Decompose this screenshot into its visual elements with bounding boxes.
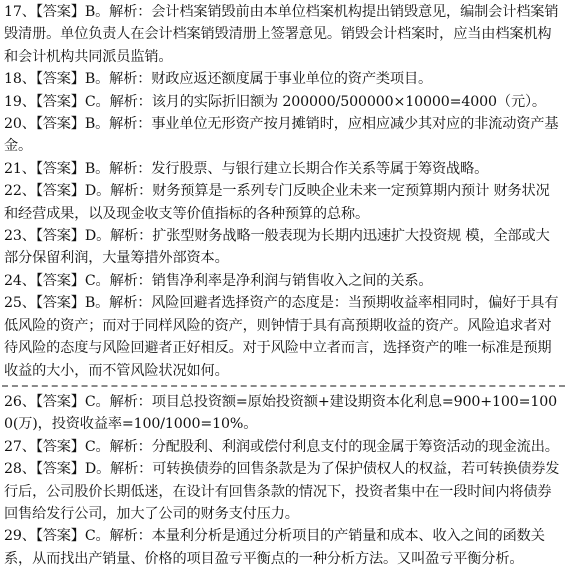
- answer-21: 21、【答案】B。解析：发行股票、与银行建立长期合作关系等属于筹资战略。: [4, 160, 489, 177]
- answer-26: 26、【答案】C。解析：项目总投资额=原始投资额+建设期资本化利息=900+100=1000(万)，投资收益率=100/1000=10%。: [4, 393, 557, 433]
- answer-24: 24、【答案】C。解析：销售净利率是净利润与销售收入之间的关系。: [4, 272, 433, 289]
- answer-22: 22、【答案】D。解析：财务预算是一系列专门反映企业未来一定预算期内预计 财务状况和经营成果，以及现金收支等价值指标的各种预算的总称。: [4, 183, 550, 222]
- answer-17: 17、【答案】B。解析：会计档案销毁前由本单位档案机构提出销毁意见，编制会计档案销毁清册。单位负责人在会计档案销毁清册上签署意见。销毁会计档案时，应当由档案机构和会计机构共同派员监销。: [4, 4, 559, 65]
- answer-28: 28、【答案】D。解析：可转换债券的回售条款是为了保护债权人的权益，若可转换债券发行后，公司股价长期低迷，在设计有回售条款的情况下，投资者集中在一段时间内将债券回售给发行公司，加大了公司的财务支付压力。: [4, 461, 560, 522]
- answer-23: 23、【答案】D。解析：扩张型财务战略一般表现为长期内迅速扩大投资规 模，全部或大部分保留利润，大量筹措外部资本。: [4, 228, 550, 267]
- answers-section-26-29: [0, 387, 567, 570]
- answer-27: 27、【答案】C。解析：分配股利、利润或偿付利息支付的现金属于筹资活动的现金流出。: [4, 438, 559, 455]
- answer-29: 29、【答案】C。解析：本量利分析是通过分析项目的产销量和成本、收入之间的函数关系，从而找出产销量、价格的项目盈亏平衡点的一种分析方法。又叫盈亏平衡分析。: [4, 528, 545, 567]
- answer-20: 20、【答案】B。解析：事业单位无形资产按月摊销时，应相应减少其对应的非流动资产基金。: [4, 116, 559, 155]
- answer-25: 25、【答案】B。解析：风险回避者选择资产的态度是：当预期收益率相同时，偏好于具有低风险的资产；而对于同样风险的资产，则钟情于具有高预期收益的资产。风险追求者对待风险的态度与风险回避者正好相反。对于风险中立者而言，选择资产的唯一标准是预期收益的大小，而不管风险状况如何。: [4, 295, 559, 379]
- answer-19: 19、【答案】C。解析：该月的实际折旧额为 200000/500000×10000=4000（元）。: [4, 93, 546, 110]
- answer-18: 18、【答案】B。解析：财政应返还额度属于事业单位的资产类项目。: [4, 71, 433, 88]
